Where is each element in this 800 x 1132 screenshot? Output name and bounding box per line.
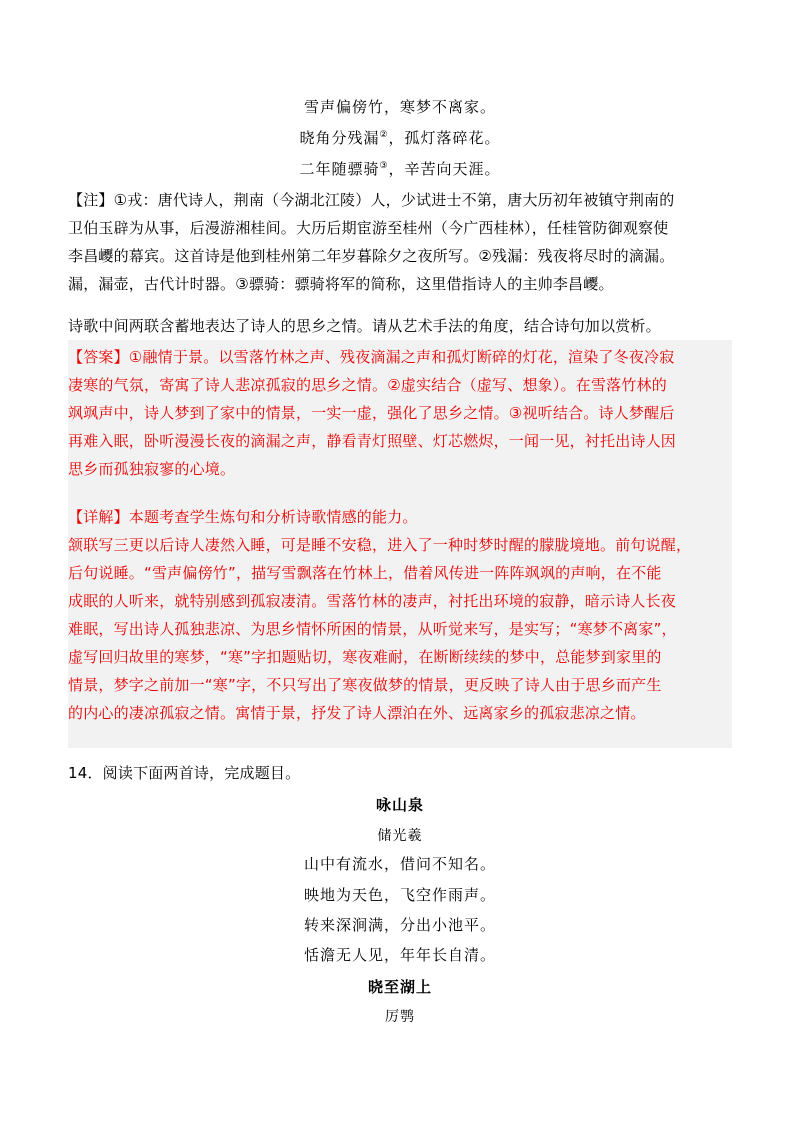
- answer-line: 凄寒的气氛，寄寓了诗人悲凉孤寂的思乡之情。②虚实结合（虚写、想象）。在雪落竹林的: [68, 376, 667, 394]
- detail-section: [68, 503, 732, 727]
- question-line: 诗歌中间两联含蓄地表达了诗人的思乡之情。请从艺术手法的角度，结合诗句加以赏析。: [68, 317, 661, 335]
- detail-line: 成眠的人听来，就特别感到孤寂凄清。雪落竹林的凄声，衬托出环境的寂静，暗示诗人长夜: [68, 592, 677, 610]
- poem-notes: [68, 186, 732, 298]
- poem2-line-3: 转来深涧满，分出小池平。: [303, 916, 496, 934]
- poem2-line-2: 映地为天色，飞空作雨声。: [303, 886, 496, 904]
- poem1-line-3: [0, 159, 800, 179]
- poem2-line-1: 山中有流水，借问不知名。: [303, 855, 496, 873]
- notes-line: 漏，漏壶，古代计时器。③骠骑：骠骑将军的简称，这里借指诗人的主帅李昌巎。: [68, 275, 614, 293]
- answer-line: 【答案】①融情于景。以雪落竹林之声、残夜滴漏之声和孤灯断碎的灯花，渲染了冬夜冷寂: [68, 348, 675, 366]
- poem2-author: 储光羲: [377, 828, 423, 844]
- poem1-line-3-text-a: 二年随骠骑: [299, 160, 380, 178]
- poem2-line-4: 恬澹无人见，年年长自清。: [303, 946, 496, 964]
- question-14-text: 14．阅读下面两首诗，完成题目。: [68, 764, 301, 782]
- poem1-line-1: 雪声偏傍竹，寒梦不离家。: [303, 98, 496, 116]
- answer-line: 再难入眠，卧听漫漫长夜的滴漏之声，静看青灯照壁、灯芯燃烬，一闻一见，衬托出诗人因: [68, 432, 677, 450]
- detail-line: 虚写回归故里的寒梦，“寒”字扣题贴切，寒夜难耐，在断断续续的梦中，总能梦到家里的: [68, 648, 662, 666]
- footnote-marker-3: ③: [379, 161, 389, 171]
- question-text: [68, 312, 732, 340]
- poem1-line-3-text-b: ，辛苦向天涯。: [388, 160, 501, 178]
- detail-line: 颔联写三更以后诗人凄然入睡，可是睡不安稳，进入了一种时梦时醒的朦胧境地。前句说醒，: [68, 536, 692, 554]
- answer-line: 飒飒声中，诗人梦到了家中的情景，一实一虚，强化了思乡之情。③视听结合。诗人梦醒后: [68, 404, 675, 422]
- answer-section: [68, 343, 732, 483]
- detail-line: 【详解】本题考查学生炼句和分析诗歌情感的能力。: [68, 508, 418, 526]
- notes-line: 【注】①戎：唐代诗人，荆南（今湖北江陵）人，少试进士不第，唐大历初年被镇守荆南的: [68, 191, 675, 209]
- detail-line: 难眠，写出诗人孤独悲凉、为思乡情怀所困的情景，从听觉来写，是实写；“寒梦不离家”，: [68, 620, 677, 638]
- notes-line: 李昌巎的幕宾。这首诗是他到桂州第二年岁暮除夕之夜所写。②残漏：残夜将尽时的滴漏。: [68, 247, 675, 265]
- detail-line: 情景，梦字之前加一“寒”字，不只写出了寒夜做梦的情景，更反映了诗人由于思乡而产生: [68, 676, 662, 694]
- detail-line: 的内心的凄凉孤寂之情。寓情于景，抒发了诗人漂泊在外、远离家乡的孤寂悲凉之情。: [68, 704, 646, 722]
- poem1-line-2: [0, 128, 800, 148]
- poem1-line-2-text-b: ，孤灯落碎花。: [388, 129, 501, 147]
- answer-line: 思乡而孤独寂寥的心境。: [68, 460, 236, 478]
- notes-line: 卫伯玉辟为从事，后漫游湘桂间。大历后期宦游至桂州（今广西桂林），任桂管防御观察使: [68, 219, 669, 237]
- poem2-title: 咏山泉: [375, 796, 424, 814]
- poem3-title: 晓至湖上: [367, 978, 432, 996]
- footnote-marker-2: ②: [379, 130, 389, 140]
- poem1-line-2-text-a: 晓角分残漏: [299, 129, 380, 147]
- question-14-heading: [68, 759, 732, 787]
- poem3-author: 厉鹗: [385, 1009, 415, 1025]
- detail-line: 后句说睡。“雪声偏傍竹”，描写雪飘落在竹林上，借着风传进一阵阵飒飒的声响，在不能: [68, 564, 662, 582]
